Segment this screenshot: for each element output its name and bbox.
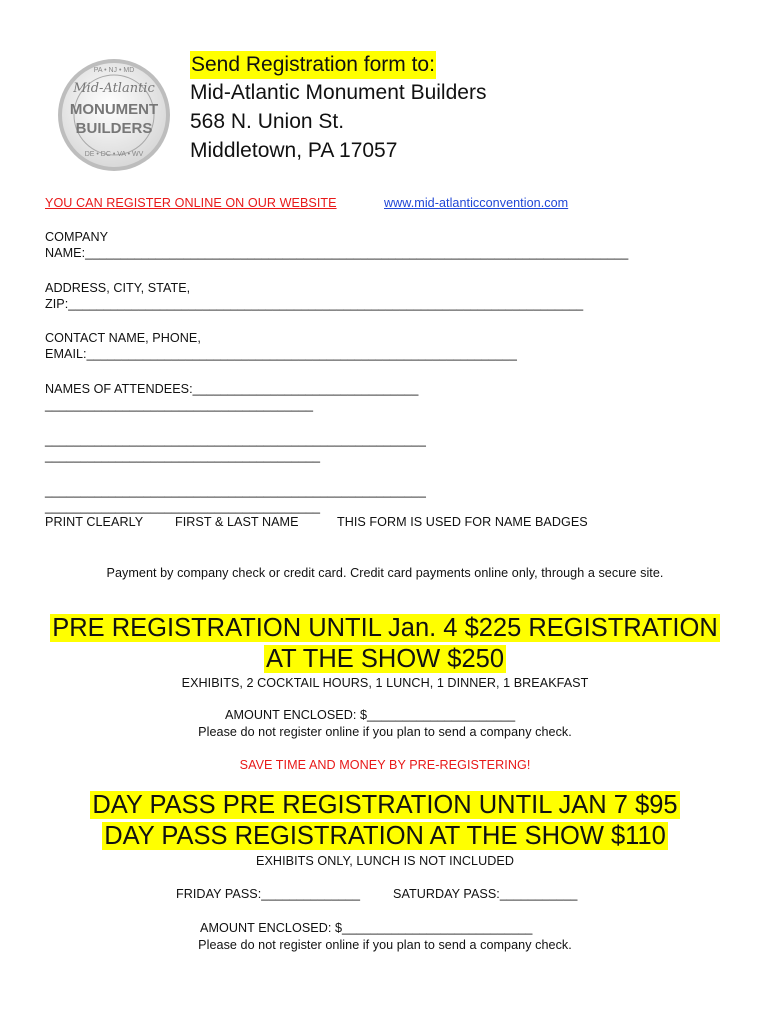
attendee-line[interactable]: _______________________________________ <box>45 449 321 463</box>
attendee-line[interactable]: ______________________________________________________ <box>45 433 426 447</box>
day-pass-heading-1 <box>0 790 770 820</box>
org-name: Mid-Atlantic Monument Builders <box>190 81 487 104</box>
at-show-price-line: AT THE SHOW $250 <box>265 645 505 673</box>
logo-ring-top: PA • NJ • MD <box>93 67 135 74</box>
pre-registration-heading-1 <box>0 613 770 643</box>
attendee-line[interactable]: _______________________________________ <box>45 500 321 514</box>
day-pass-amount-field[interactable]: AMOUNT ENCLOSED: $___________________________ <box>200 921 533 935</box>
address-label: ADDRESS, CITY, STATE, <box>45 281 191 295</box>
contact-email-field[interactable]: EMAIL:_____________________________________________________________ <box>45 347 517 361</box>
logo-script-text: Mid-Atlantic <box>73 81 155 96</box>
logo-line2: BUILDERS <box>75 120 153 137</box>
day-pass-show-price-line: DAY PASS REGISTRATION AT THE SHOW $110 <box>104 822 666 850</box>
name-badges-note: THIS FORM IS USED FOR NAME BADGES <box>337 515 588 529</box>
registration-includes: EXHIBITS, 2 COCKTAIL HOURS, 1 LUNCH, 1 DINNER, 1 BREAKFAST <box>181 676 589 690</box>
company-name-field[interactable]: NAME:_____________________________________________________________________________ <box>45 246 629 260</box>
company-label: COMPANY <box>45 230 109 244</box>
online-register-notice: YOU CAN REGISTER ONLINE ON OUR WEBSITE <box>45 196 337 210</box>
friday-pass-field[interactable]: FRIDAY PASS:______________ <box>176 887 361 901</box>
address-zip-field[interactable]: ZIP:_________________________________________________________________________ <box>45 297 584 311</box>
first-last-name-note: FIRST & LAST NAME <box>175 515 299 529</box>
attendee-line[interactable]: ______________________________________________________ <box>45 484 426 498</box>
city-state-zip: Middletown, PA 17057 <box>190 139 398 162</box>
attendee-line[interactable]: ______________________________________ <box>45 398 314 412</box>
day-pass-includes: EXHIBITS ONLY, LUNCH IS NOT INCLUDED <box>256 854 514 868</box>
mid-atlantic-monument-builders-logo <box>56 57 172 173</box>
day-pass-check-note: Please do not register online if you plan to send a company check. <box>198 938 572 952</box>
logo-ring-bottom: DE • DC • VA • WV <box>84 151 144 158</box>
pre-registration-price-line: PRE REGISTRATION UNTIL Jan. 4 $225 REGISTRATION <box>52 614 718 642</box>
website-link[interactable]: www.mid-atlanticconvention.com <box>384 196 569 210</box>
amount-enclosed-field[interactable]: AMOUNT ENCLOSED: $_____________________ <box>225 708 516 722</box>
contact-label: CONTACT NAME, PHONE, <box>45 331 201 345</box>
save-time-note: SAVE TIME AND MONEY BY PRE-REGISTERING! <box>239 758 531 772</box>
send-to-heading: Send Registration form to: <box>190 51 436 79</box>
attendees-field[interactable]: NAMES OF ATTENDEES:________________________________ <box>45 382 419 396</box>
print-clearly-note: PRINT CLEARLY <box>45 515 144 529</box>
check-note: Please do not register online if you plan to send a company check. <box>198 725 572 739</box>
payment-note: Payment by company check or credit card. Credit card payments online only, through a secure site. <box>106 566 664 580</box>
day-pass-pre-price-line: DAY PASS PRE REGISTRATION UNTIL JAN 7 $95 <box>92 791 678 819</box>
street-address: 568 N. Union St. <box>190 110 345 133</box>
saturday-pass-field[interactable]: SATURDAY PASS:___________ <box>393 887 578 901</box>
day-pass-heading-2 <box>0 821 770 851</box>
logo-line1: MONUMENT <box>69 101 159 118</box>
pre-registration-heading-2 <box>0 644 770 674</box>
